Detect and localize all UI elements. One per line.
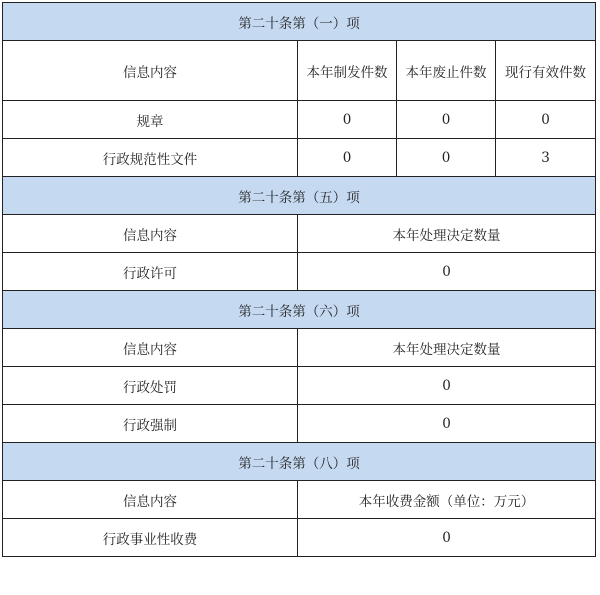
section-header-row [3,177,596,215]
table-row [3,405,596,443]
disclosure-table [2,2,596,557]
table-row [3,253,596,291]
header-valid-count: 现行有效件数 [496,41,596,101]
cell-value: 0 [298,367,596,405]
header-abolished-count: 本年废止件数 [397,41,496,101]
table-row [3,367,596,405]
section-title: 第二十条第（五）项 [3,177,596,215]
header-decision-count: 本年处理决定数量 [298,215,596,253]
row-label: 规章 [3,101,298,139]
table-header-row [3,329,596,367]
header-issued-count: 本年制发件数 [298,41,397,101]
table-header-row [3,41,596,101]
section-header-row [3,291,596,329]
table-header-row [3,215,596,253]
section-title: 第二十条第（一）项 [3,3,596,41]
row-label: 行政规范性文件 [3,139,298,177]
cell-value: 0 [298,405,596,443]
row-label: 行政事业性收费 [3,519,298,557]
section-title: 第二十条第（六）项 [3,291,596,329]
table-header-row [3,481,596,519]
section-header-row [3,3,596,41]
header-info-content: 信息内容 [3,215,298,253]
table-row [3,101,596,139]
cell-value: 0 [298,253,596,291]
table-row [3,139,596,177]
row-label: 行政许可 [3,253,298,291]
header-info-content: 信息内容 [3,481,298,519]
cell-value: 0 [298,139,397,177]
section-header-row [3,443,596,481]
cell-value: 0 [298,101,397,139]
cell-value: 0 [496,101,596,139]
header-info-content: 信息内容 [3,329,298,367]
header-fee-amount: 本年收费金额（单位：万元） [298,481,596,519]
header-decision-count: 本年处理决定数量 [298,329,596,367]
section-title: 第二十条第（八）项 [3,443,596,481]
row-label: 行政处罚 [3,367,298,405]
cell-value: 0 [397,101,496,139]
cell-value: 3 [496,139,596,177]
header-info-content: 信息内容 [3,41,298,101]
row-label: 行政强制 [3,405,298,443]
cell-value: 0 [397,139,496,177]
cell-value: 0 [298,519,596,557]
table-row [3,519,596,557]
